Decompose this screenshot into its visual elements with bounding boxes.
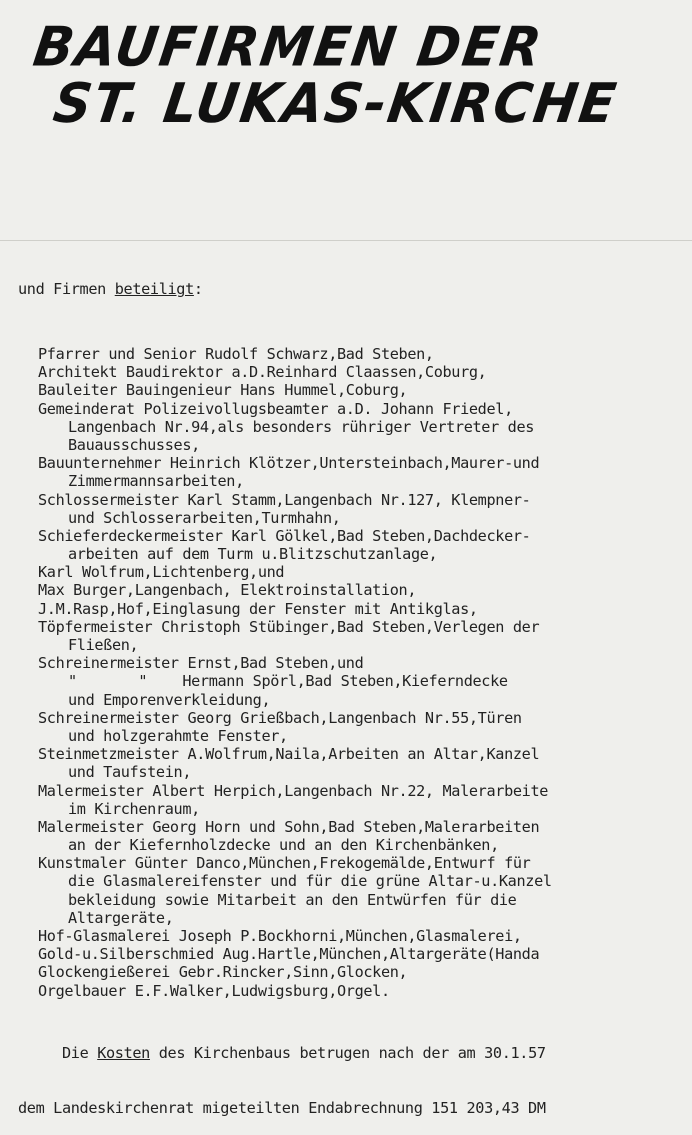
contractor-entry-continuation: Zimmermannsarbeiten, [68, 472, 244, 491]
contractor-entry-continuation: und Taufstein, [68, 763, 192, 782]
closing-prefix: Die [62, 1044, 98, 1063]
contractor-entry [0, 709, 692, 745]
contractor-entry [0, 654, 692, 709]
contractor-entry [0, 563, 692, 581]
contractor-entry [0, 745, 692, 781]
contractor-entry-continuation: Fließen, [68, 636, 139, 654]
contractor-entry-line: Schieferdeckermeister Karl Gölkel,Bad Steben,Dachdecker- [38, 526, 531, 545]
contractor-entry [0, 945, 692, 963]
contractor-entry-line: Bauleiter Bauingenieur Hans Hummel,Coburg, [38, 381, 408, 400]
contractor-entry [0, 345, 692, 363]
contractor-entry-line: Schreinermeister Ernst,Bad Steben,und [38, 654, 364, 673]
contractor-entry-line: Steinmetzmeister A.Wolfrum,Naila,Arbeiten an Altar,Kanzel [38, 745, 540, 764]
contractor-entry [0, 963, 692, 981]
contractor-entry-continuation: die Glasmalereifenster und für die grüne Altar-u.Kanzel [68, 872, 552, 891]
contractor-entry [0, 782, 692, 818]
contractor-entry [0, 363, 692, 381]
closing-suffix: des Kirchenbaus betrugen nach der am 30.1.57 [149, 1044, 546, 1063]
page-title [22, 16, 678, 136]
contractor-entry-line: Architekt Baudirektor a.D.Reinhard Claassen,Coburg, [38, 363, 487, 382]
contractor-entry-line: Malermeister Albert Herpich,Langenbach Nr.22, Malerarbeite [38, 781, 549, 800]
contractor-list [0, 345, 692, 1000]
paper-edge-divider [0, 240, 692, 241]
contractor-entry-line: Malermeister Georg Horn und Sohn,Bad Steben,Malerarbeiten [38, 817, 540, 836]
contractor-entry-line: Kunstmaler Günter Danco,München,Frekogemälde,Entwurf für [38, 854, 531, 873]
contractor-entry [0, 600, 692, 618]
contractor-entry-line: Pfarrer und Senior Rudolf Schwarz,Bad Steben, [38, 345, 434, 363]
contractor-entry-line: Max Burger,Langenbach, Elektroinstallation, [38, 581, 417, 600]
contractor-entry [0, 381, 692, 399]
contractor-entry [0, 982, 692, 1000]
contractor-entry-line: Töpfermeister Christoph Stübinger,Bad Steben,Verlegen der [38, 617, 540, 636]
contractor-entry-line: Gemeinderat Polizeivollugsbeamter a.D. Johann Friedel, [38, 399, 513, 418]
contractor-entry-line: Gold-u.Silberschmied Aug.Hartle,München,Altargeräte(Handa [38, 945, 540, 964]
closing-underlined-word: Kosten [97, 1044, 150, 1063]
intro-prefix: und Firmen [18, 280, 115, 299]
contractor-entry [0, 454, 692, 490]
contractor-entry-continuation: Bauausschusses, [68, 435, 200, 454]
contractor-entry [0, 581, 692, 599]
contractor-entry-line: J.M.Rasp,Hof,Einglasung der Fenster mit Antikglas, [38, 599, 478, 618]
contractor-entry [0, 491, 692, 527]
contractor-entry [0, 527, 692, 563]
contractor-entry [0, 854, 692, 927]
closing-line-1 [0, 1044, 692, 1062]
contractor-entry-continuation: und holzgerahmte Fenster, [68, 726, 288, 745]
title-line-1: BAUFIRMEN DER [29, 16, 547, 80]
contractor-entry-line: Glockengießerei Gebr.Rincker,Sinn,Glocken, [38, 963, 408, 982]
intro-line [0, 280, 692, 298]
contractor-entry-continuation: und Emporenverkleidung, [68, 690, 271, 709]
contractor-entry-continuation: Altargeräte, [68, 908, 174, 927]
contractor-entry-continuation: bekleidung sowie Mitarbeit an den Entwürfen für die [68, 890, 517, 909]
contractor-entry-continuation: im Kirchenraum, [68, 799, 200, 818]
contractor-entry-line: Hof-Glasmalerei Joseph P.Bockhorni,München,Glasmalerei, [38, 927, 522, 945]
contractor-entry-line: Schlossermeister Karl Stamm,Langenbach Nr.127, Klempner- [38, 490, 531, 509]
contractor-entry-continuation: an der Kiefernholzdecke und an den Kirchenbänken, [68, 836, 499, 855]
contractor-entry-line: Schreinermeister Georg Grießbach,Langenbach Nr.55,Türen [38, 708, 522, 727]
document-body [0, 244, 692, 1135]
intro-underlined-word: beteiligt [114, 280, 194, 299]
contractor-entry-line: Orgelbauer E.F.Walker,Ludwigsburg,Orgel. [38, 981, 390, 1000]
contractor-entry [0, 927, 692, 945]
contractor-entry-continuation: " " Hermann Spörl,Bad Steben,Kieferndecke [68, 672, 508, 691]
contractor-entry [0, 400, 692, 455]
contractor-entry-line: Bauunternehmer Heinrich Klötzer,Untersteinbach,Maurer-und [38, 454, 540, 473]
closing-line-2: dem Landeskirchenrat migeteilten Endabrechnung 151 203,43 DM [18, 1098, 546, 1117]
contractor-entry [0, 618, 692, 654]
contractor-entry-line: Karl Wolfrum,Lichtenberg,und [38, 563, 285, 582]
title-line-2: ST. LUKAS-KIRCHE [49, 72, 622, 136]
contractor-entry [0, 818, 692, 854]
intro-suffix: : [193, 280, 203, 299]
contractor-entry-continuation: und Schlosserarbeiten,Turmhahn, [68, 508, 341, 527]
contractor-entry-continuation: Langenbach Nr.94,als besonders rühriger Vertreter des [68, 417, 535, 436]
contractor-entry-continuation: arbeiten auf dem Turm u.Blitzschutzanlage, [68, 545, 438, 564]
